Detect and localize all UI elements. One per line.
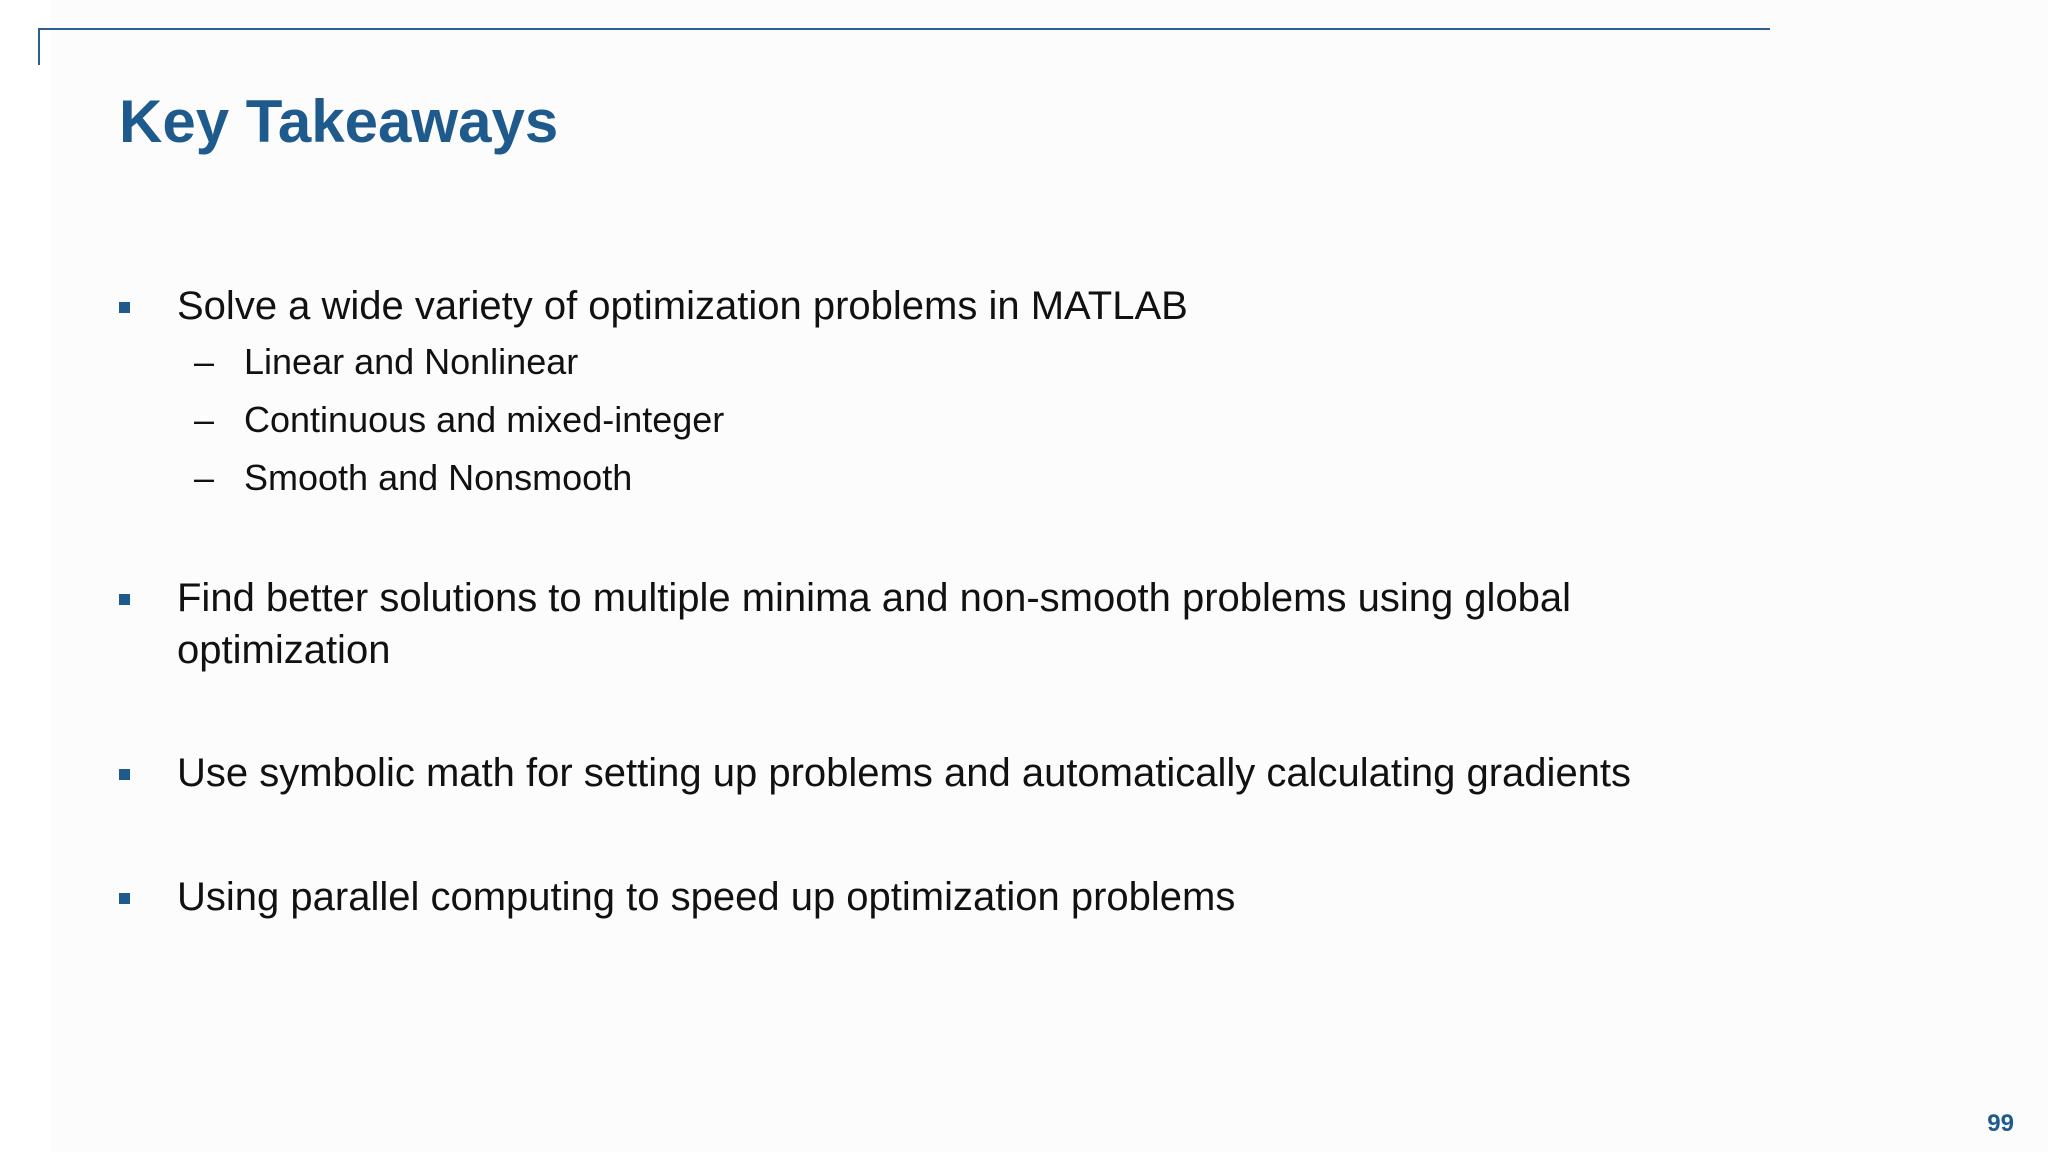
- left-frame-line: [38, 28, 40, 65]
- sub-bullet-item-2: [194, 397, 1394, 455]
- sub-bullet-text: Smooth and Nonsmooth: [244, 457, 633, 498]
- dash-bullet-icon: –: [194, 457, 215, 498]
- page-number: 99: [1987, 1110, 2014, 1137]
- bullet-text: Solve a wide variety of optimization problems in MATLAB: [177, 284, 1188, 328]
- square-bullet-icon: [119, 302, 130, 313]
- dash-bullet-icon: –: [194, 341, 215, 382]
- bullet-text: Using parallel computing to speed up optimization problems: [177, 875, 1236, 919]
- sub-bullet-item-1: [194, 339, 1394, 397]
- square-bullet-icon: [119, 769, 130, 780]
- square-bullet-icon: [119, 893, 130, 904]
- bullet-text: Use symbolic math for setting up problems and automatically calculating gradients: [177, 751, 1632, 795]
- sub-bullet-text: Continuous and mixed-integer: [244, 399, 725, 440]
- square-bullet-icon: [119, 594, 130, 605]
- top-frame-line: [38, 28, 1770, 30]
- sub-bullet-text: Linear and Nonlinear: [244, 341, 579, 382]
- bullet-text: Find better solutions to multiple minima and non-smooth problems using global optimization: [177, 576, 1572, 672]
- slide-title: Key Takeaways: [119, 88, 559, 155]
- sub-bullet-item-3: [194, 455, 1394, 513]
- dash-bullet-icon: –: [194, 399, 215, 440]
